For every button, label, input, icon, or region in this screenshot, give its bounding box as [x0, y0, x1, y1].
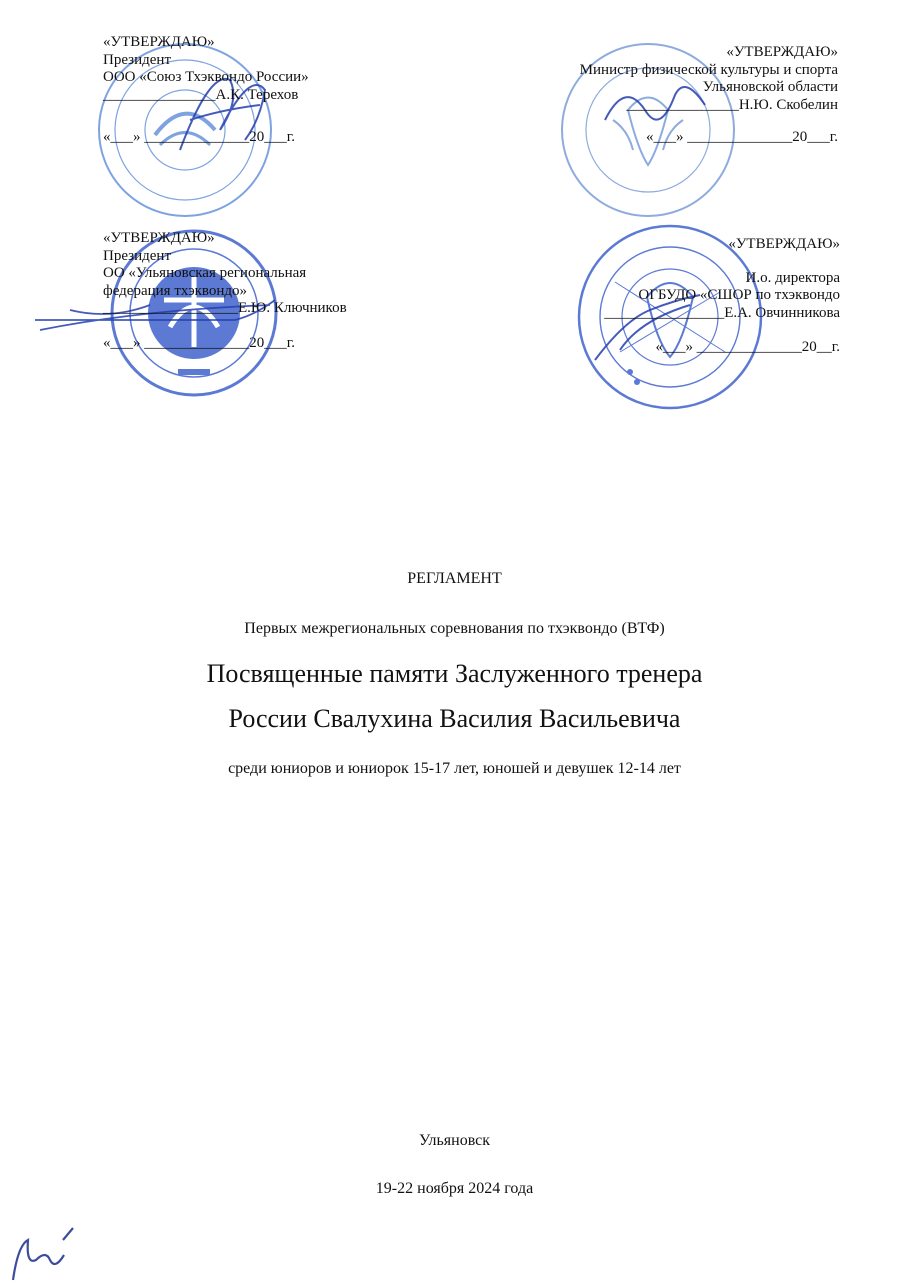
approval-position: Президент [103, 51, 171, 68]
approval-organization: Ульяновской области [702, 79, 838, 95]
approval-heading: «УТВЕРЖДАЮ» [103, 34, 215, 50]
city: Ульяновск [418, 1132, 491, 1149]
approval-organization: ООО «Союз Тхэквондо России» [103, 69, 309, 85]
approval-organization: ОО «Ульяновская региональная [103, 265, 307, 281]
approval-position: Президент [103, 247, 171, 264]
approval-organization: ОГБУДО «СШОР по тхэквондо [638, 287, 840, 303]
approval-date: «___» ______________20__г. [655, 339, 840, 355]
signature-corner-icon [8, 1225, 88, 1285]
event-dates: 19-22 ноября 2024 года [375, 1180, 534, 1197]
approval-signatory: ________________Е.А. Овчинникова [604, 304, 840, 321]
approval-block-top-left [103, 34, 309, 147]
approval-date: «___» ______________20___г. [103, 334, 295, 351]
approval-position: И.о. директора [745, 269, 840, 286]
approval-heading: «УТВЕРЖДАЮ» [103, 230, 215, 246]
dedication-line-1: Посвященные памяти Заслуженного тренера [206, 659, 703, 688]
approval-signatory: _______________А.К. Терехов [103, 86, 299, 103]
document-title: РЕГЛАМЕНТ [407, 570, 502, 587]
approval-date: «___» ______________20___г. [103, 129, 295, 145]
document-subtitle: Первых межрегиональных соревнования по тхэквондо (ВТФ) [244, 620, 665, 637]
participant-category: среди юниоров и юниорок 15-17 лет, юношей и девушек 12-14 лет [228, 760, 681, 777]
approval-signatory: _______________Н.Ю. Скобелин [626, 96, 838, 113]
dedication-line-2: России Свалухина Василия Васильевича [228, 704, 681, 733]
approval-organization-cont: федерация тхэквондо» [103, 282, 248, 299]
approval-block-mid-right [604, 236, 840, 357]
approval-heading: «УТВЕРЖДАЮ» [726, 44, 838, 60]
approval-position: Министр физической культуры и спорта [579, 61, 838, 78]
approval-block-mid-left [103, 230, 347, 352]
approval-signatory: __________________Е.Ю. Ключников [103, 300, 347, 316]
approval-date: «___» ______________20___г. [646, 129, 838, 145]
approval-heading: «УТВЕРЖДАЮ» [728, 236, 840, 252]
approval-block-top-right [580, 44, 838, 147]
